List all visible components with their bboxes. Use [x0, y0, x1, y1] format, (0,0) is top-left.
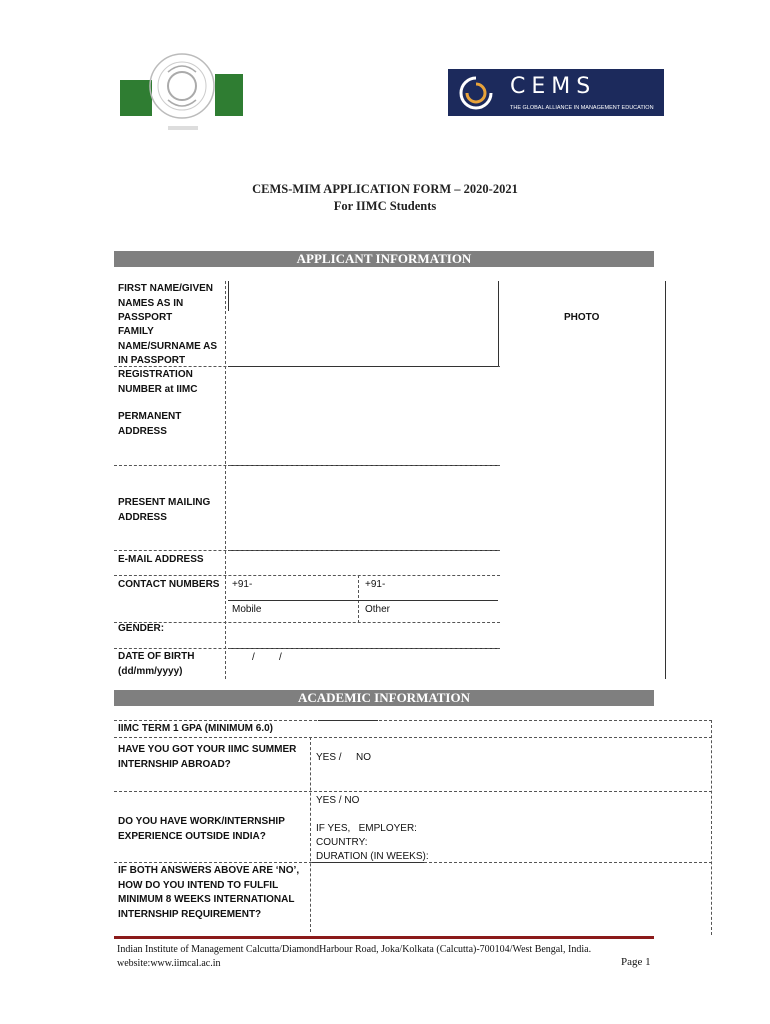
form-title: CEMS-MIM APPLICATION FORM – 2020-2021: [252, 182, 518, 196]
other-prefix[interactable]: +91-: [365, 579, 386, 590]
internship-yes-option[interactable]: YES /: [316, 752, 342, 763]
first-name-field[interactable]: [230, 282, 496, 322]
family-name-label: FAMILY NAME/SURNAME AS IN PASSPORT: [118, 326, 218, 366]
gender-label: GENDER:: [118, 623, 165, 634]
contact-divider: [358, 575, 359, 623]
mobile-caption: Mobile: [232, 604, 262, 615]
footer-rule: [114, 936, 654, 939]
field-right-border: [498, 281, 499, 367]
row-divider: [114, 575, 500, 576]
dob-separator: /: [252, 652, 255, 663]
registration-label: REGISTRATION NUMBER at IIMC: [118, 369, 198, 395]
dob-field[interactable]: [230, 650, 496, 676]
gpa-field[interactable]: [320, 721, 710, 736]
internship-no-option[interactable]: NO: [356, 752, 371, 763]
internship-plan-field[interactable]: [313, 865, 709, 930]
row-divider: [228, 366, 498, 367]
work-experience-label: DO YOU HAVE WORK/INTERNSHIP EXPERIENCE OUTSIDE INDIA?: [118, 816, 285, 842]
email-field[interactable]: [230, 552, 496, 574]
cems-swirl-icon: [456, 74, 496, 112]
gpa-label: IIMC TERM 1 GPA (MINIMUM 6.0): [118, 723, 273, 734]
email-label: E-MAIL ADDRESS: [118, 554, 204, 565]
work-yes-no-option[interactable]: YES / NO: [316, 795, 360, 806]
row-divider: [114, 791, 712, 792]
academic-column-divider: [310, 737, 311, 932]
photo-label: PHOTO: [564, 312, 600, 323]
internship-label: HAVE YOU GOT YOUR IIMC SUMMER INTERNSHIP ABROAD?: [118, 744, 297, 770]
dob-label: DATE OF BIRTH (dd/mm/yyyy): [118, 651, 195, 677]
employer-field[interactable]: IF YES, EMPLOYER:: [316, 823, 417, 834]
internship-plan-label: IF BOTH ANSWERS ABOVE ARE ‘NO’, HOW DO YOU INTEND TO FULFIL MINIMUM 8 WEEKS INTERNATIONAL INTERNSHIP REQUIREMENT?: [118, 865, 300, 920]
mobile-prefix[interactable]: +91-: [232, 579, 253, 590]
footer-website[interactable]: website:www.iimcal.ac.in: [117, 958, 221, 969]
applicant-section-heading: APPLICANT INFORMATION: [114, 251, 654, 267]
duration-field[interactable]: DURATION (IN WEEKS):: [316, 851, 429, 862]
photo-box-left: [665, 281, 666, 679]
label-column-divider: [225, 281, 226, 679]
dob-separator: /: [279, 652, 282, 663]
row-divider: [114, 465, 500, 466]
registration-field[interactable]: [230, 368, 496, 406]
permanent-address-field[interactable]: [230, 408, 496, 463]
academic-right-border: [711, 720, 712, 935]
gender-field[interactable]: [230, 624, 496, 646]
iimc-logo: [112, 42, 247, 137]
family-name-field[interactable]: [230, 324, 496, 364]
present-address-label: PRESENT MAILING ADDRESS: [118, 497, 211, 523]
page-number: Page 1: [621, 956, 651, 968]
cems-tagline: THE GLOBAL ALLIANCE IN MANAGEMENT EDUCATION: [510, 105, 654, 111]
present-address-field[interactable]: [230, 467, 496, 548]
contact-label: CONTACT NUMBERS: [118, 579, 220, 590]
cems-logo-text: CEMS: [510, 74, 597, 99]
row-divider: [114, 737, 712, 738]
country-field[interactable]: COUNTRY:: [316, 837, 368, 848]
academic-section-heading: ACADEMIC INFORMATION: [114, 690, 654, 706]
permanent-address-label: PERMANENT ADDRESS: [118, 411, 182, 437]
other-caption: Other: [365, 604, 391, 615]
first-name-label: FIRST NAME/GIVEN NAMES AS IN PASSPORT: [118, 283, 214, 323]
row-divider: [114, 648, 500, 649]
photo-box[interactable]: [500, 282, 664, 677]
footer-address: Indian Institute of Management Calcutta/DiamondHarbour Road, Joka/Kolkata (Calcutta)-700104/West Bengal, India.: [117, 944, 592, 955]
row-divider: [114, 550, 500, 551]
field-left-border: [228, 281, 229, 311]
form-subtitle: For IIMC Students: [333, 199, 437, 213]
row-divider: [228, 600, 498, 601]
cems-logo: [448, 69, 664, 116]
